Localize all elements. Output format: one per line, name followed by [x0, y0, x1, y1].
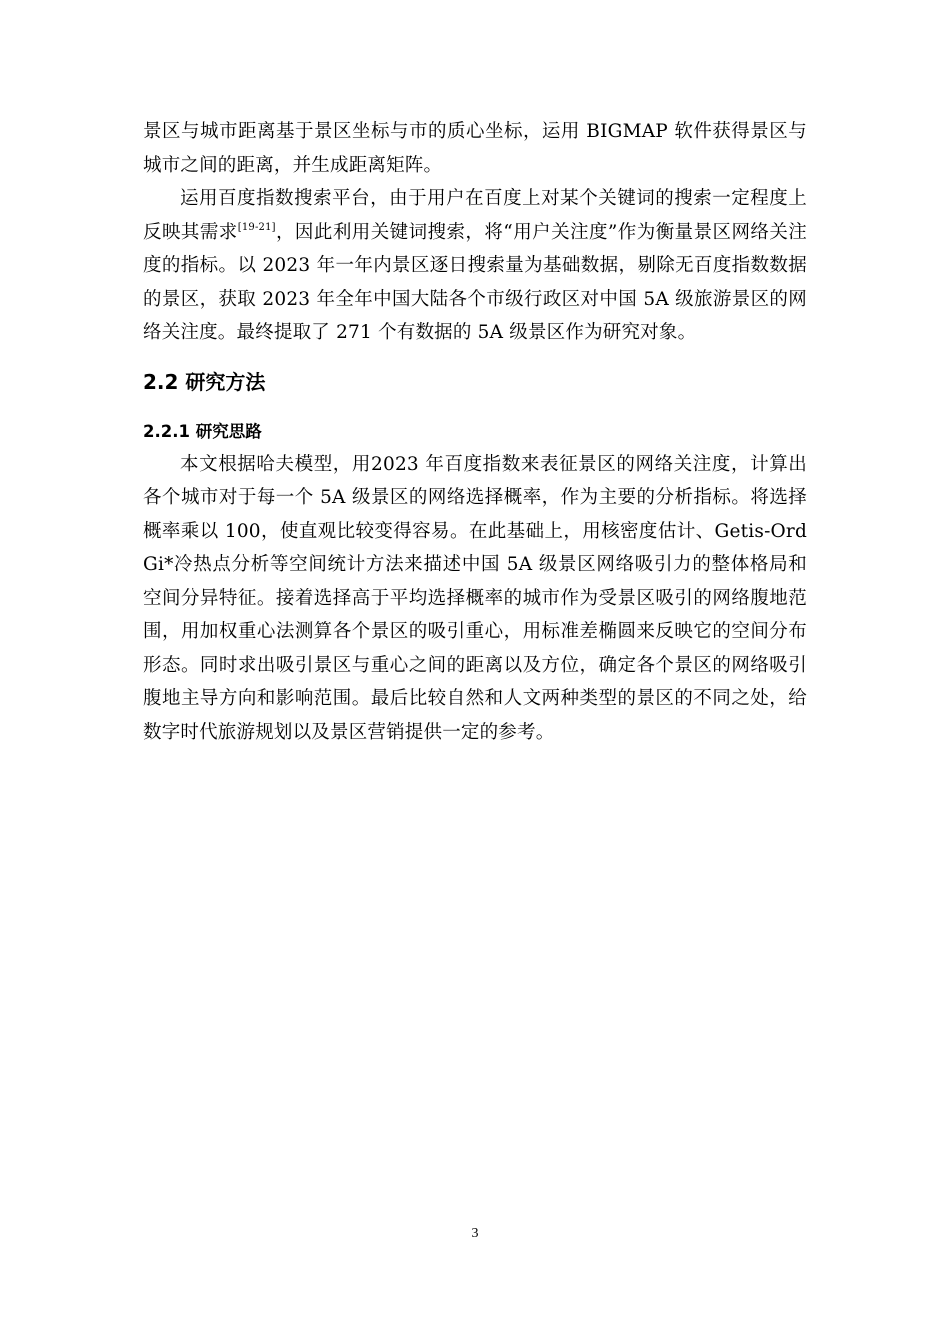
paragraph-text-part: 运用百度指数搜索平台，由于用户在百度上对某个关键词的搜索一定程度上反映其需求: [143, 188, 807, 243]
paragraph-baidu-index: [143, 182, 807, 350]
paragraph-distance-matrix: 景区与城市距离基于景区坐标与市的质心坐标，运用 BIGMAP 软件获得景区与城市之间的距离，并生成距离矩阵。: [143, 121, 807, 176]
page-body: [143, 115, 807, 749]
paragraph-text-part: ，因此利用关键词搜索，将“用户关注度”作为衡量景区网络关注度的指标。以 2023 年一年内景区逐日搜索量为基础数据，剔除无百度指数数据的景区，获取 2023 年全年中国大陆各个市级行政区对中国 5A 级旅游景区的网络关注度。最终提取了 271 个有数据的 5A 级景区作为研究对象。: [143, 221, 807, 343]
subsection-heading: 2.2.1 研究思路: [143, 421, 262, 441]
paragraph-research-approach: 本文根据哈夫模型，用2023 年百度指数来表征景区的网络关注度，计算出各个城市对于每一个 5A 级景区的网络选择概率，作为主要的分析指标。将选择概率乘以 100，使直观比较变得容易。在此基础上，用核密度估计、Getis-Ord Gi*冷热点分析等空间统计方法来描述中国 5A 级景区网络吸引力的整体格局和空间分异特征。接着选择高于平均选择概率的城市作为受景区吸引的网络腹地范围，用加权重心法测算各个景区的吸引重心，用标准差椭圆来反映它的空间分布形态。同时求出吸引景区与重心之间的距离以及方位，确定各个景区的网络吸引腹地主导方向和影响范围。最后比较自然和人文两种类型的景区的不同之处，给数字时代旅游规划以及景区营销提供一定的参考。: [143, 453, 807, 743]
citation-marker: [19-21]: [237, 221, 276, 233]
section-heading: 2.2 研究方法: [143, 369, 266, 394]
page-number: 3: [471, 1226, 479, 1241]
